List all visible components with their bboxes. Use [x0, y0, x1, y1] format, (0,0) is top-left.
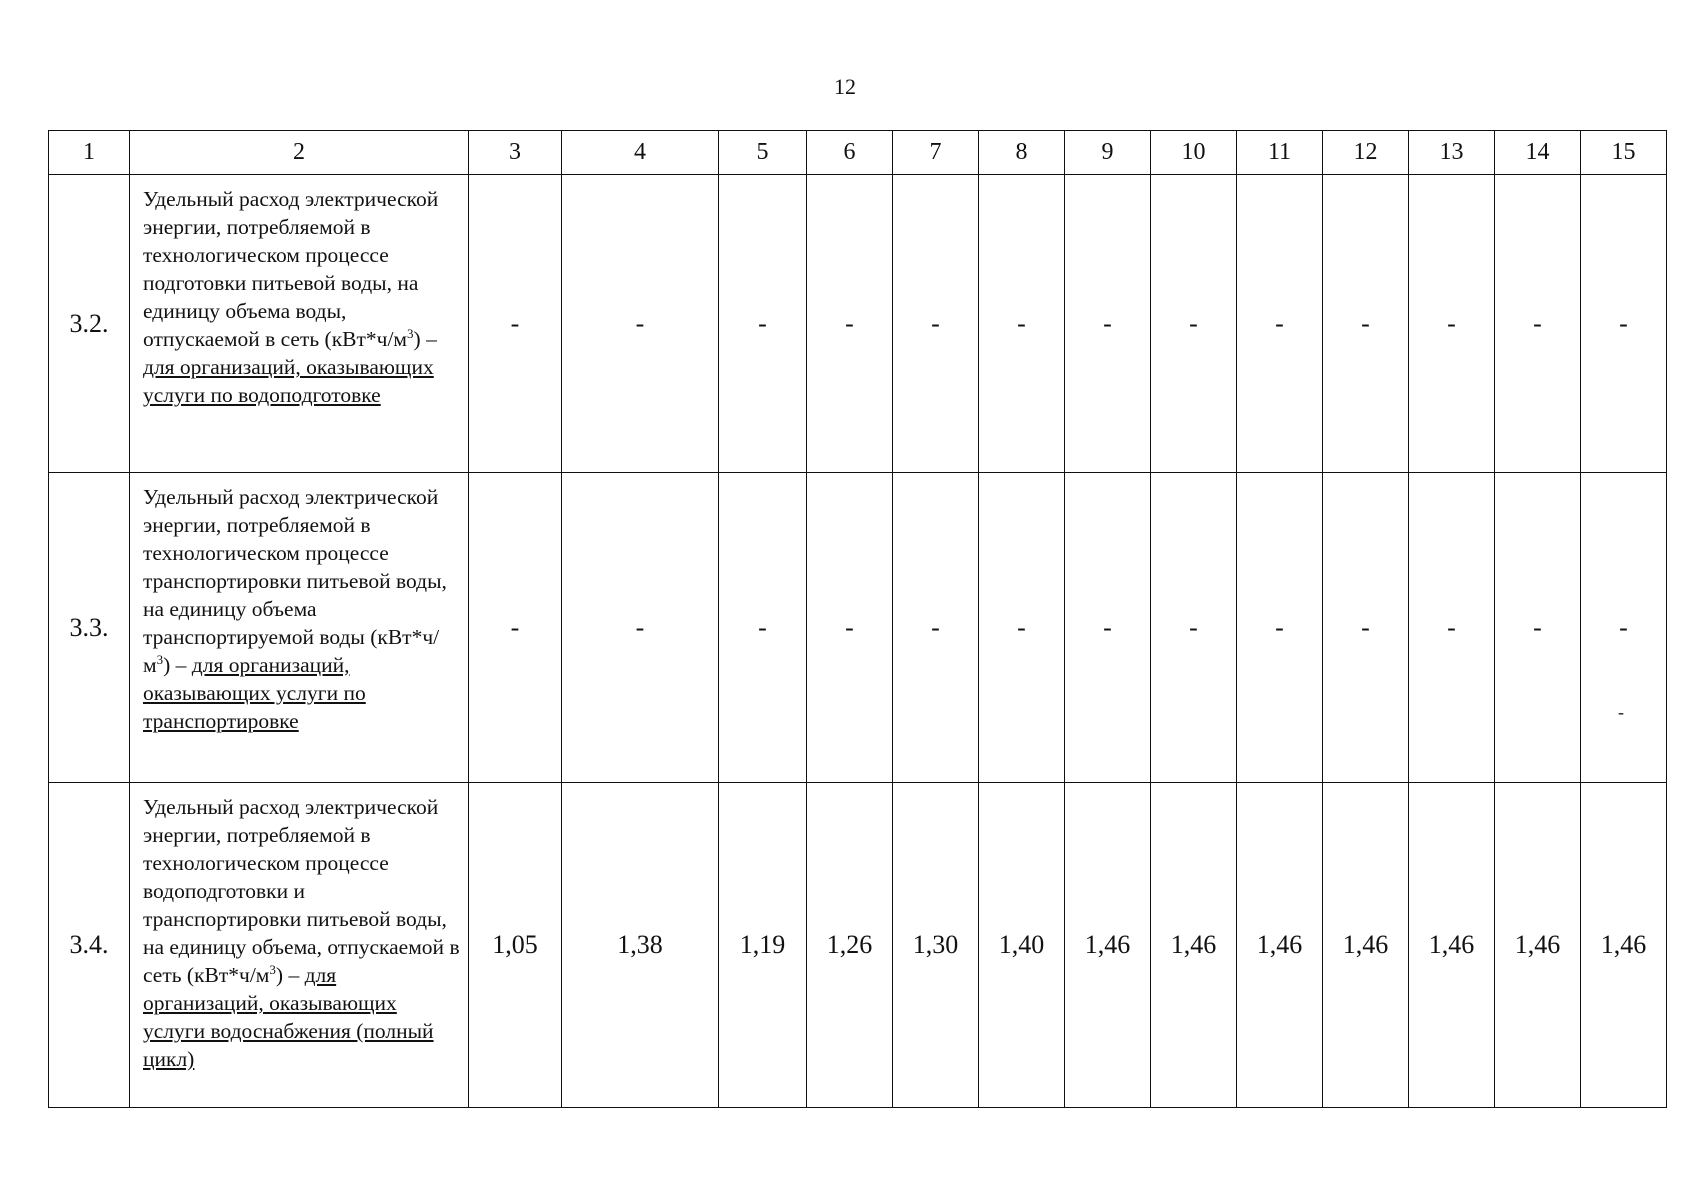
indicator-description — [130, 473, 469, 783]
value-cell: - — [719, 473, 807, 783]
row-number: 3.4. — [49, 783, 130, 1108]
column-header: 12 — [1323, 131, 1409, 175]
value-cell: - — [562, 473, 719, 783]
value-cell: - — [807, 473, 893, 783]
stray-dash-mark: - — [1618, 702, 1624, 722]
column-header: 8 — [979, 131, 1065, 175]
header-row — [49, 131, 1667, 175]
row-number: 3.2. — [49, 175, 130, 473]
value-cell: - — [469, 473, 562, 783]
column-header: 13 — [1409, 131, 1495, 175]
indicator-table — [48, 130, 1667, 1108]
table-row — [49, 473, 1667, 783]
description-scope: для организаций, оказывающих услуги по транспортировке — [143, 653, 366, 733]
row-number: 3.3. — [49, 473, 130, 783]
value-cell: - — [719, 175, 807, 473]
unit-superscript: 3 — [156, 651, 164, 667]
description-scope: для организаций, оказывающих услуги по водоподготовке — [143, 355, 434, 407]
value-cell: - — [979, 175, 1065, 473]
description-text: Удельный расход электрической энергии, потребляемой в технологическом процессе водоподготовки и транспортировки питьевой воды, на единицу объема, отпускаемой в сеть (кВт*ч/м — [143, 795, 460, 987]
value-cell: 1,46 — [1495, 783, 1581, 1108]
value-cell: - — [807, 175, 893, 473]
column-header: 1 — [49, 131, 130, 175]
value-cell: - — [1323, 473, 1409, 783]
value-cell: - — [1151, 175, 1237, 473]
value-cell: - — [1323, 175, 1409, 473]
value-cell: 1,38 — [562, 783, 719, 1108]
value-cell: - — [1409, 473, 1495, 783]
value-cell: - — [469, 175, 562, 473]
description-text-end: ) — [275, 963, 284, 987]
column-header: 9 — [1065, 131, 1151, 175]
value-cell: 1,40 — [979, 783, 1065, 1108]
value-cell: 1,46 — [1065, 783, 1151, 1108]
column-header: 15 — [1581, 131, 1667, 175]
indicator-description — [130, 175, 469, 473]
page-number: 12 — [834, 74, 856, 99]
column-header: 14 — [1495, 131, 1581, 175]
column-header: 11 — [1237, 131, 1323, 175]
value-cell: 1,46 — [1409, 783, 1495, 1108]
value-cell: - — [1495, 473, 1581, 783]
description-dash: – — [420, 327, 437, 351]
description-dash: – — [170, 653, 192, 677]
description-text: Удельный расход электрической энергии, потребляемой в технологическом процессе подготовки питьевой воды, на единицу объема воды, отпускаемой в сеть (кВт*ч/м — [143, 187, 439, 351]
description-dash: – — [283, 963, 305, 987]
value-cell: - — [1065, 175, 1151, 473]
value-cell: - — [562, 175, 719, 473]
value-cell: - — [1151, 473, 1237, 783]
value-cell: 1,30 — [893, 783, 979, 1108]
value-cell: - — [1409, 175, 1495, 473]
value-cell: - — [1495, 175, 1581, 473]
value-cell: - — [1237, 175, 1323, 473]
column-header: 6 — [807, 131, 893, 175]
value-cell: - — [893, 175, 979, 473]
column-header: 10 — [1151, 131, 1237, 175]
table-row — [49, 783, 1667, 1108]
value-cell: 1,46 — [1581, 783, 1667, 1108]
unit-superscript: 3 — [269, 961, 276, 977]
indicator-description — [130, 783, 469, 1108]
table-row — [49, 175, 1667, 473]
value-cell: 1,46 — [1151, 783, 1237, 1108]
description-text: Удельный расход электрической энергии, потребляемой в технологическом процессе транспортировки питьевой воды, на единицу объема транспортируемой воды (кВт*ч/м — [143, 485, 447, 677]
value-cell: - — [1581, 473, 1667, 783]
description-text-end: ) — [163, 653, 171, 677]
value-cell: - — [1065, 473, 1151, 783]
column-header: 4 — [562, 131, 719, 175]
value-cell: - — [979, 473, 1065, 783]
description-scope: для организаций, оказывающих услуги водоснабжения (полный цикл) — [143, 963, 434, 1071]
value-cell: 1,46 — [1237, 783, 1323, 1108]
value-cell: 1,19 — [719, 783, 807, 1108]
column-header: 7 — [893, 131, 979, 175]
value-cell: 1,05 — [469, 783, 562, 1108]
column-header: 2 — [130, 131, 469, 175]
value-cell: - — [1237, 473, 1323, 783]
column-header: 5 — [719, 131, 807, 175]
column-header: 3 — [469, 131, 562, 175]
value-cell: 1,46 — [1323, 783, 1409, 1108]
description-text-end: ) — [413, 327, 421, 351]
value-cell: - — [1581, 175, 1667, 473]
value-cell: - — [893, 473, 979, 783]
unit-superscript: 3 — [407, 325, 414, 341]
value-cell: 1,26 — [807, 783, 893, 1108]
